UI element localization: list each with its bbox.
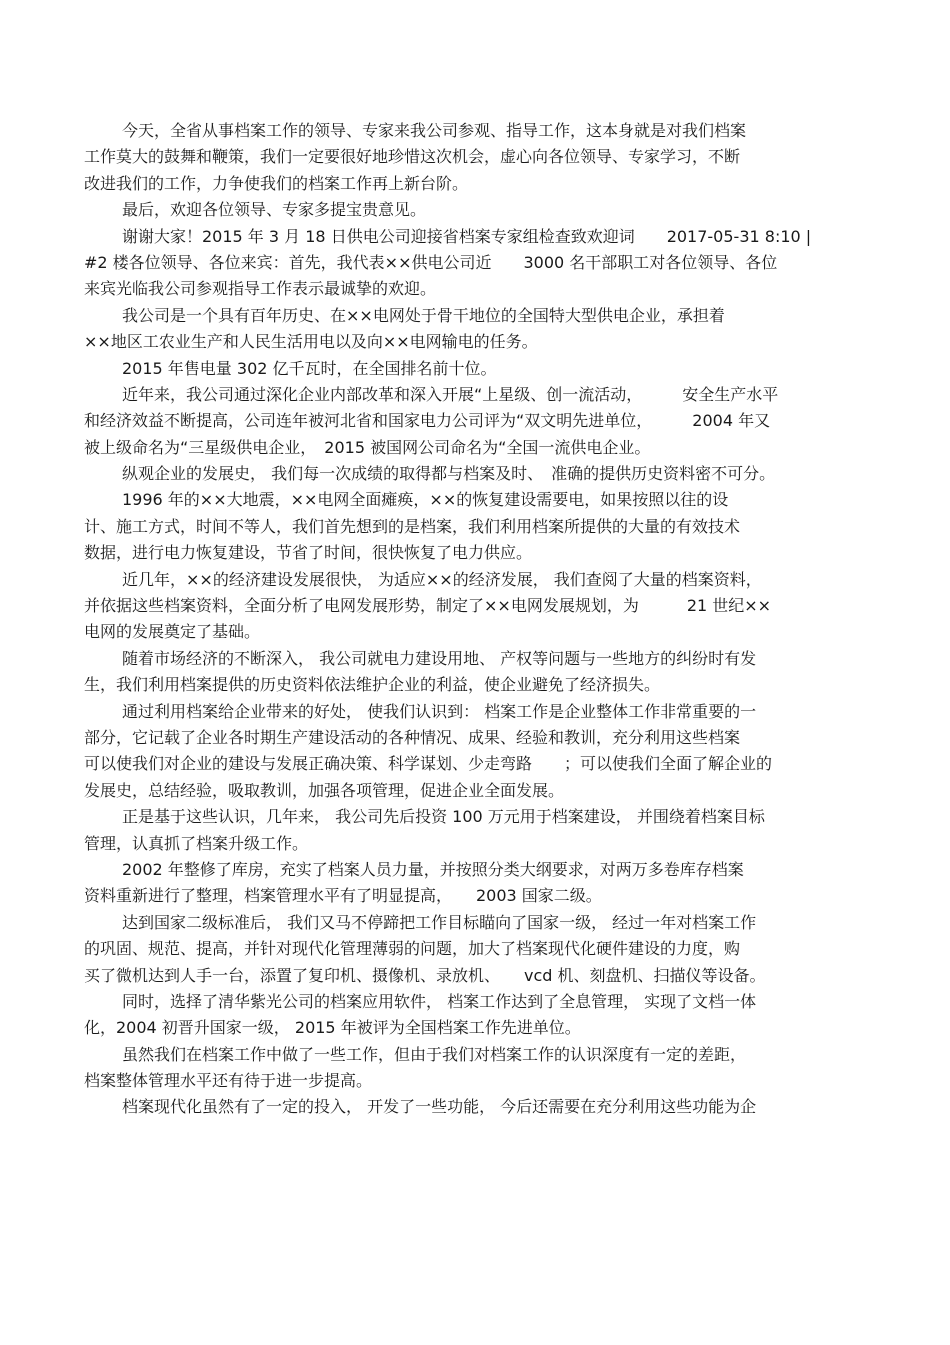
text-line: 发展史，总结经验，吸取教训，加强各项管理，促进企业全面发展。 (84, 780, 565, 800)
text-line: 计、施工方式，时间不等人，我们首先想到的是档案，我们利用档案所提供的大量的有效技术 (84, 516, 741, 536)
text-line: 今天，全省从事档案工作的领导、专家来我公司参观、指导工作，这本身就是对我们档案 (122, 121, 747, 140)
text-line: 档案现代化虽然有了一定的投入， 开发了一些功能， 今后还需要在充分利用这些功能为企 (122, 1097, 757, 1117)
text-line: 正是基于这些认识，几年来， 我公司先后投资 100 万元用于档案建设， 并围绕着档案目标 (122, 807, 765, 827)
text-line: 电网的发展奠定了基础。 (84, 622, 261, 642)
text-line: 数据，进行电力恢复建设，节省了时间，很快恢复了电力供应。 (84, 543, 533, 563)
document-body (84, 118, 874, 1121)
text-line: 资料重新进行了整理，档案管理水平有了明显提高， 2003 国家二级。 (84, 886, 602, 906)
text-line: 档案整体管理水平还有待于进一步提高。 (84, 1071, 373, 1091)
text-line: 来宾光临我公司参观指导工作表示最诚挚的欢迎。 (84, 279, 437, 299)
text-line: 纵观企业的发展史， 我们每一次成绩的取得都与档案及时、 准确的提供历史资料密不可分。 (122, 464, 776, 484)
text-line: 达到国家二级标准后， 我们又马不停蹄把工作目标瞄向了国家一级， 经过一年对档案工作 (122, 912, 757, 932)
text-line: 随着市场经济的不断深入， 我公司就电力建设用地、 产权等问题与一些地方的纠纷时有发 (122, 648, 757, 668)
text-line: 最后，欢迎各位领导、专家多提宝贵意见。 (122, 200, 427, 220)
text-line: 可以使我们对企业的建设与发展正确决策、科学谋划、少走弯路 ；可以使我们全面了解企业的 (84, 754, 773, 774)
text-line: 1996 年的××大地震，××电网全面瘫痪，××的恢复建设需要电，如果按照以往的设 (122, 490, 729, 510)
text-line: 近年来，我公司通过深化企业内部改革和深入开展“上星级、创一流活动， 安全生产水平 (122, 384, 779, 404)
text-line: #2 楼各位领导、各位来宾：首先，我代表××供电公司近 3000 名干部职工对各位领导、各位 (84, 252, 778, 272)
text-line: 通过利用档案给企业带来的好处， 使我们认识到： 档案工作是企业整体工作非常重要的一 (122, 701, 757, 721)
text-line: 2002 年整修了库房，充实了档案人员力量，并按照分类大纲要求，对两万多卷库存档案 (122, 859, 744, 879)
text-line: 虽然我们在档案工作中做了一些工作，但由于我们对档案工作的认识深度有一定的差距， (122, 1044, 747, 1064)
text-line: 同时，选择了清华紫光公司的档案应用软件， 档案工作达到了全息管理， 实现了文档一体 (122, 991, 757, 1011)
text-line: 管理，认真抓了档案升级工作。 (84, 833, 309, 853)
text-line: 化，2004 初晋升国家一级， 2015 年被评为全国档案工作先进单位。 (84, 1018, 581, 1038)
text-line: 和经济效益不断提高，公司连年被河北省和国家电力公司评为“双文明先进单位， 2004 年又 (84, 411, 771, 431)
text-line: 买了微机达到人手一台，添置了复印机、摄像机、录放机、 vcd 机、刻盘机、扫描仪等设备。 (84, 965, 766, 985)
text-line: 2015 年售电量 302 亿千瓦时，在全国排名前十位。 (122, 358, 497, 378)
text-line: 的巩固、规范、提高，并针对现代化管理薄弱的问题，加大了档案现代化硬件建设的力度，购 (84, 939, 741, 959)
text-line: ××地区工农业生产和人民生活用电以及向××电网输电的任务。 (84, 332, 538, 352)
text-line: 我公司是一个具有百年历史、在××电网处于骨干地位的全国特大型供电企业，承担着 (122, 305, 725, 325)
text-line: 近几年，××的经济建设发展很快， 为适应××的经济发展， 我们查阅了大量的档案资料， (122, 569, 762, 589)
text-line: 工作莫大的鼓舞和鞭策，我们一定要很好地珍惜这次机会，虚心向各位领导、专家学习，不断 (84, 147, 741, 167)
text-line: 生，我们利用档案提供的历史资料依法维护企业的利益，使企业避免了经济损失。 (84, 675, 661, 695)
text-line: 被上级命名为“三星级供电企业， 2015 被国网公司命名为“全国一流供电企业。 (84, 437, 651, 457)
text-line: 谢谢大家！2015 年 3 月 18 日供电公司迎接省档案专家组检查致欢迎词 2017-05-31 8:10 | (122, 226, 812, 246)
text-line: 部分，它记载了企业各时期生产建设活动的各种情况、成果、经验和教训，充分利用这些档案 (84, 727, 741, 747)
text-line: 并依据这些档案资料，全面分析了电网发展形势，制定了××电网发展规划，为 21 世纪×× (84, 596, 772, 616)
text-line: 改进我们的工作，力争使我们的档案工作再上新台阶。 (84, 173, 469, 193)
